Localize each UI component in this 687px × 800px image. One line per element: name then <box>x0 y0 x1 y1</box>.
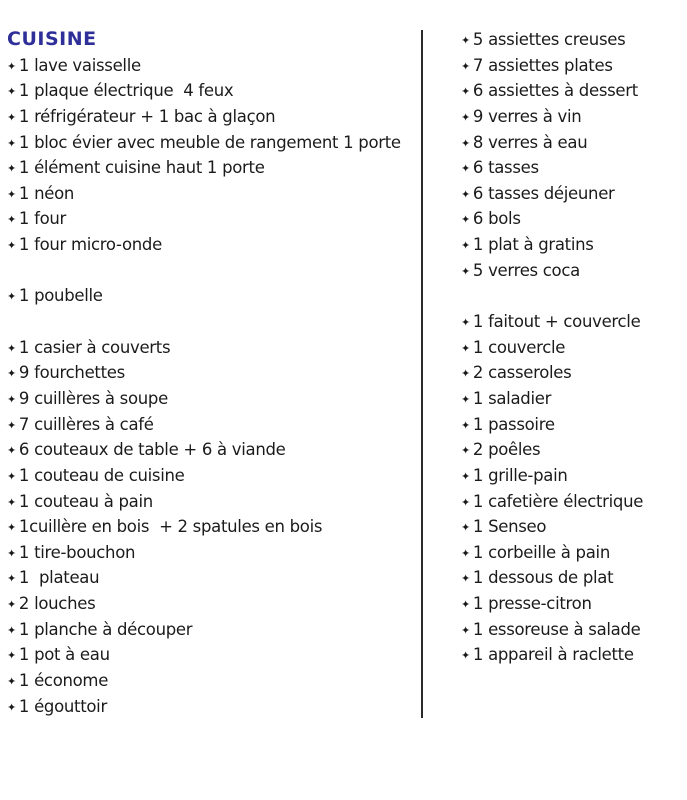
item-label: 1 élément cuisine haut 1 porte <box>18 158 265 178</box>
diamond-bullet-icon: ✦ <box>7 572 16 586</box>
item-label: 1 Senseo <box>472 517 547 537</box>
diamond-bullet-icon: ✦ <box>461 316 470 330</box>
list-item <box>7 514 419 540</box>
diamond-bullet-icon: ✦ <box>461 239 470 253</box>
diamond-bullet-icon: ✦ <box>461 623 470 637</box>
blank-line <box>7 309 419 335</box>
list-item <box>7 437 419 463</box>
item-label: 7 cuillères à café <box>18 414 154 434</box>
diamond-bullet-icon: ✦ <box>7 213 16 227</box>
list-item <box>461 181 687 207</box>
list-item <box>7 668 419 694</box>
item-label: 1 corbeille à pain <box>472 542 610 562</box>
item-label: 1 planche à découper <box>18 619 193 639</box>
list-item <box>7 155 419 181</box>
list-item <box>461 386 687 412</box>
item-label: 6 bols <box>472 209 521 229</box>
list-item <box>461 565 687 591</box>
diamond-bullet-icon: ✦ <box>7 110 16 124</box>
item-label: 1 saladier <box>472 388 552 408</box>
diamond-bullet-icon: ✦ <box>461 110 470 124</box>
diamond-bullet-icon: ✦ <box>461 136 470 150</box>
item-label: 1 plaque électrique 4 feux <box>18 81 234 101</box>
list-item <box>7 53 419 79</box>
diamond-bullet-icon: ✦ <box>7 495 16 509</box>
list-item <box>461 514 687 540</box>
item-label: 9 cuillères à soupe <box>18 388 168 408</box>
item-label: 1 appareil à raclette <box>472 645 634 665</box>
item-label: 2 casseroles <box>472 363 572 383</box>
list-item <box>7 540 419 566</box>
list-item <box>461 591 687 617</box>
diamond-bullet-icon: ✦ <box>7 341 16 355</box>
diamond-bullet-icon: ✦ <box>7 392 16 406</box>
left-column <box>7 27 419 719</box>
item-label: 6 tasses déjeuner <box>472 183 615 203</box>
item-label: 1 essoreuse à salade <box>472 619 641 639</box>
list-item <box>7 412 419 438</box>
list-item <box>7 335 419 361</box>
list-item <box>7 565 419 591</box>
item-label: 2 louches <box>18 594 96 614</box>
list-item <box>461 309 687 335</box>
list-item <box>7 283 419 309</box>
list-item <box>7 694 419 720</box>
item-label: 1 cafetière électrique <box>472 491 644 511</box>
diamond-bullet-icon: ✦ <box>461 264 470 278</box>
right-inventory-list <box>461 27 687 668</box>
list-item <box>7 104 419 130</box>
item-label: 6 assiettes à dessert <box>472 81 638 101</box>
diamond-bullet-icon: ✦ <box>7 469 16 483</box>
diamond-bullet-icon: ✦ <box>7 546 16 560</box>
blank-line <box>7 258 419 284</box>
diamond-bullet-icon: ✦ <box>7 675 16 689</box>
item-label: 1 grille-pain <box>472 465 568 485</box>
list-item <box>461 489 687 515</box>
item-label: 1 plat à gratins <box>472 235 594 255</box>
item-label: 1 four micro-onde <box>18 235 162 255</box>
item-label: 1 couvercle <box>472 337 566 357</box>
item-label: 6 tasses <box>472 158 539 178</box>
diamond-bullet-icon: ✦ <box>461 546 470 560</box>
list-item <box>7 206 419 232</box>
diamond-bullet-icon: ✦ <box>7 239 16 253</box>
item-label: 1 réfrigérateur + 1 bac à glaçon <box>18 106 276 126</box>
item-label: 2 poêles <box>472 440 541 460</box>
list-item <box>461 463 687 489</box>
item-label: 6 couteaux de table + 6 à viande <box>18 440 286 460</box>
item-label: 1 casier à couverts <box>18 337 171 357</box>
diamond-bullet-icon: ✦ <box>7 136 16 150</box>
diamond-bullet-icon: ✦ <box>7 649 16 663</box>
item-label: 1 four <box>18 209 67 229</box>
list-item <box>461 540 687 566</box>
diamond-bullet-icon: ✦ <box>461 59 470 73</box>
item-label: 8 verres à eau <box>472 132 588 152</box>
diamond-bullet-icon: ✦ <box>7 598 16 612</box>
diamond-bullet-icon: ✦ <box>7 187 16 201</box>
diamond-bullet-icon: ✦ <box>461 34 470 47</box>
diamond-bullet-icon: ✦ <box>7 162 16 176</box>
list-item <box>461 53 687 79</box>
list-item <box>461 232 687 258</box>
list-item <box>7 78 419 104</box>
diamond-bullet-icon: ✦ <box>461 598 470 612</box>
diamond-bullet-icon: ✦ <box>461 341 470 355</box>
diamond-bullet-icon: ✦ <box>7 700 16 714</box>
diamond-bullet-icon: ✦ <box>7 59 16 73</box>
list-item <box>7 232 419 258</box>
list-item <box>461 437 687 463</box>
item-label: 1cuillère en bois + 2 spatules en bois <box>18 517 323 537</box>
diamond-bullet-icon: ✦ <box>461 495 470 509</box>
item-label: 1 lave vaisselle <box>18 55 141 75</box>
list-item <box>461 360 687 386</box>
diamond-bullet-icon: ✦ <box>7 367 16 381</box>
item-label: 5 assiettes creuses <box>472 30 626 49</box>
item-label: 1 économe <box>18 671 109 691</box>
list-item <box>461 155 687 181</box>
diamond-bullet-icon: ✦ <box>461 213 470 227</box>
diamond-bullet-icon: ✦ <box>461 187 470 201</box>
item-label: 1 néon <box>18 183 75 203</box>
diamond-bullet-icon: ✦ <box>461 392 470 406</box>
diamond-bullet-icon: ✦ <box>461 649 470 663</box>
list-item <box>7 130 419 156</box>
page-title: CUISINE <box>7 28 97 50</box>
item-label: 1 égouttoir <box>18 696 107 716</box>
diamond-bullet-icon: ✦ <box>461 418 470 432</box>
diamond-bullet-icon: ✦ <box>7 521 16 535</box>
item-label: 1 plateau <box>18 568 100 588</box>
item-label: 1 pot à eau <box>18 645 110 665</box>
diamond-bullet-icon: ✦ <box>461 521 470 535</box>
diamond-bullet-icon: ✦ <box>7 623 16 637</box>
diamond-bullet-icon: ✦ <box>461 572 470 586</box>
left-inventory-list <box>7 53 419 720</box>
item-label: 1 faitout + couvercle <box>472 312 641 332</box>
blank-line <box>461 283 687 309</box>
item-label: 1 tire-bouchon <box>18 542 136 562</box>
diamond-bullet-icon: ✦ <box>461 469 470 483</box>
diamond-bullet-icon: ✦ <box>461 85 470 99</box>
diamond-bullet-icon: ✦ <box>461 444 470 458</box>
list-item <box>461 104 687 130</box>
diamond-bullet-icon: ✦ <box>7 85 16 99</box>
list-item <box>461 412 687 438</box>
item-label: 9 fourchettes <box>18 363 125 383</box>
item-label: 9 verres à vin <box>472 106 582 126</box>
column-divider-line <box>421 30 423 718</box>
item-label: 7 assiettes plates <box>472 55 613 75</box>
list-item <box>461 617 687 643</box>
list-item <box>461 642 687 668</box>
diamond-bullet-icon: ✦ <box>461 162 470 176</box>
item-label: 1 bloc évier avec meuble de rangement 1 porte <box>18 132 401 152</box>
diamond-bullet-icon: ✦ <box>461 367 470 381</box>
diamond-bullet-icon: ✦ <box>7 444 16 458</box>
list-item <box>7 463 419 489</box>
list-item <box>461 206 687 232</box>
list-item <box>7 642 419 668</box>
list-item <box>7 386 419 412</box>
list-item <box>7 489 419 515</box>
item-label: 1 couteau à pain <box>18 491 153 511</box>
item-label: 1 couteau de cuisine <box>18 465 185 485</box>
item-label: 1 presse-citron <box>472 594 592 614</box>
item-label: 1 passoire <box>472 414 555 434</box>
item-label: 5 verres coca <box>472 260 580 280</box>
list-item <box>7 181 419 207</box>
list-item <box>7 617 419 643</box>
diamond-bullet-icon: ✦ <box>7 290 16 304</box>
list-item <box>461 130 687 156</box>
list-item <box>7 591 419 617</box>
list-item <box>461 258 687 284</box>
list-item <box>461 335 687 361</box>
item-label: 1 dessous de plat <box>472 568 614 588</box>
diamond-bullet-icon: ✦ <box>7 418 16 432</box>
item-label: 1 poubelle <box>18 286 103 306</box>
list-item <box>7 360 419 386</box>
list-item <box>461 78 687 104</box>
list-item <box>461 27 687 53</box>
right-column <box>461 27 687 668</box>
